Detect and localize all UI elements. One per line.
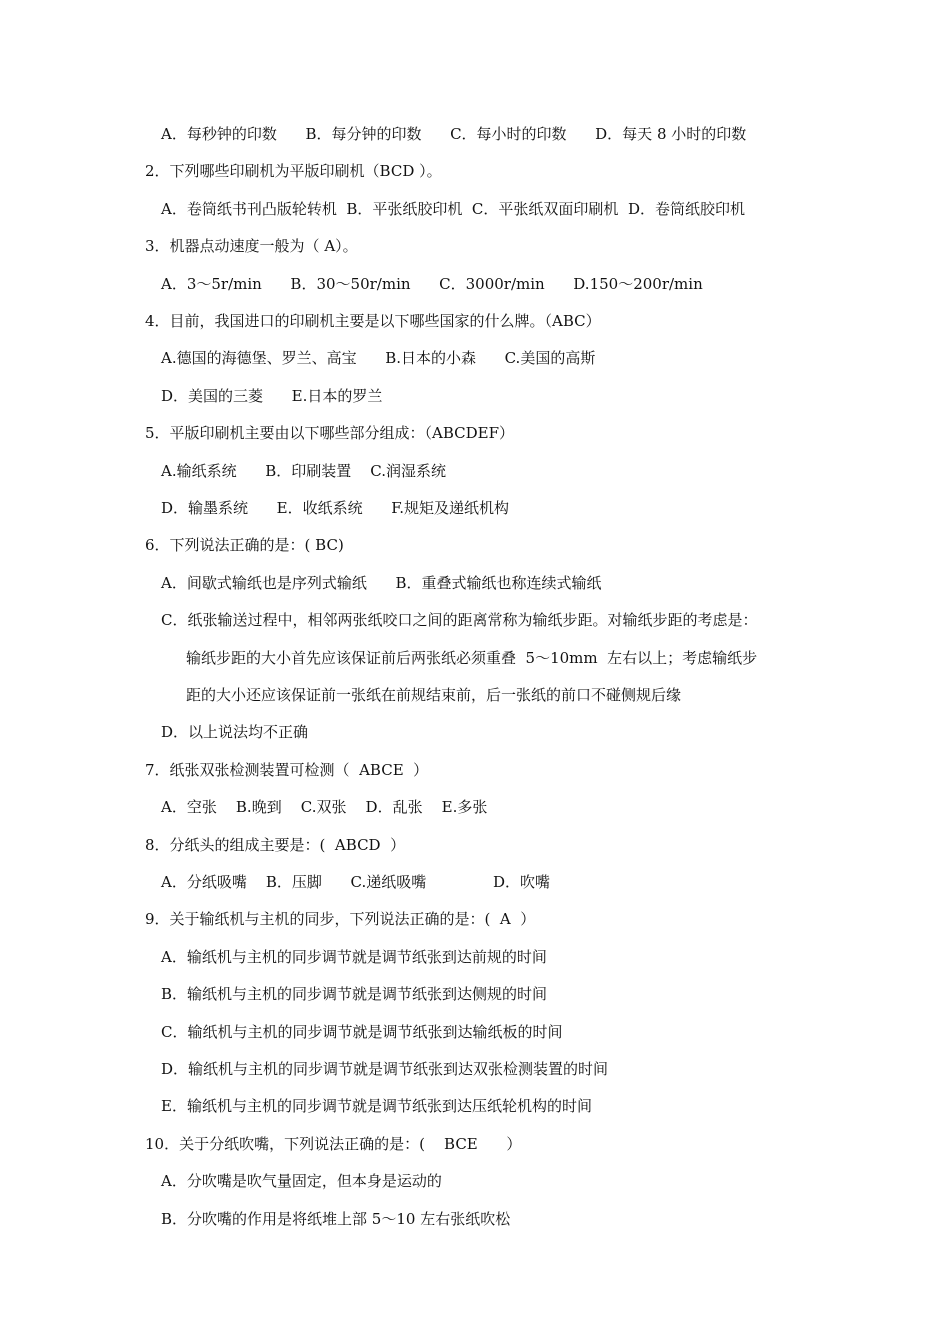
option-line: A．3～5r/min B．30～50r/min C．3000r/min D.150～200r/min (161, 275, 703, 293)
question-line: 2．下列哪些印刷机为平版印刷机（BCD ）。 (145, 162, 442, 180)
option-line: 距的大小还应该保证前一张纸在前规结束前，后一张纸的前口不碰侧规后缘 (186, 686, 682, 704)
option-line: A．间歇式输纸也是序列式输纸 B．重叠式输纸也称连续式输纸 (161, 574, 602, 592)
option-line: D．美国的三菱 E.日本的罗兰 (161, 387, 383, 405)
question-line: 9．关于输纸机与主机的同步，下列说法正确的是：( A ） (145, 910, 536, 928)
option-line: A.德国的海德堡、罗兰、高宝 B.日本的小森 C.美国的高斯 (161, 349, 596, 367)
option-line: A．输纸机与主机的同步调节就是调节纸张到达前规的时间 (161, 948, 547, 966)
option-line: D．以上说法均不正确 (161, 723, 309, 741)
option-line: C．输纸机与主机的同步调节就是调节纸张到达输纸板的时间 (161, 1023, 563, 1041)
question-line: 10．关于分纸吹嘴，下列说法正确的是：( BCE ） (145, 1135, 522, 1153)
option-line: C．纸张输送过程中，相邻两张纸咬口之间的距离常称为输纸步距。对输纸步距的考虑是： (161, 611, 758, 629)
question-line: 3．机器点动速度一般为（ A）。 (145, 237, 358, 255)
question-line: 8．分纸头的组成主要是：( ABCD ） (145, 836, 406, 854)
question-line: 7．纸张双张检测装置可检测（ ABCE ） (145, 761, 429, 779)
option-line: A．卷筒纸书刊凸版轮转机 B．平张纸胶印机 C．平张纸双面印刷机 D．卷筒纸胶印机 (161, 200, 745, 218)
option-line: 输纸步距的大小首先应该保证前后两张纸必须重叠 5～10mm 左右以上；考虑输纸步 (186, 649, 758, 667)
question-line: 4．目前，我国进口的印刷机主要是以下哪些国家的什么牌。（ABC） (145, 312, 601, 330)
option-line: A．空张 B.晚到 C.双张 D．乱张 E.多张 (161, 798, 488, 816)
option-line: A．分吹嘴是吹气量固定，但本身是运动的 (161, 1172, 442, 1190)
option-line: A．每秒钟的印数 B．每分钟的印数 C．每小时的印数 D．每天 8 小时的印数 (161, 125, 747, 143)
option-line: D．输墨系统 E．收纸系统 F.规矩及递纸机构 (161, 499, 510, 517)
option-line: D．输纸机与主机的同步调节就是调节纸张到达双张检测装置的时间 (161, 1060, 609, 1078)
option-line: A.输纸系统 B．印刷装置 C.润湿系统 (161, 462, 447, 480)
question-line: 6．下列说法正确的是：( BC) (145, 536, 344, 554)
question-line: 5．平版印刷机主要由以下哪些部分组成：（ABCDEF） (145, 424, 515, 442)
option-line: A．分纸吸嘴 B．压脚 C.递纸吸嘴 D．吹嘴 (161, 873, 551, 891)
option-line: E．输纸机与主机的同步调节就是调节纸张到达压纸轮机构的时间 (161, 1097, 592, 1115)
option-line: B．输纸机与主机的同步调节就是调节纸张到达侧规的时间 (161, 985, 548, 1003)
option-line: B．分吹嘴的作用是将纸堆上部 5～10 左右张纸吹松 (161, 1210, 511, 1228)
